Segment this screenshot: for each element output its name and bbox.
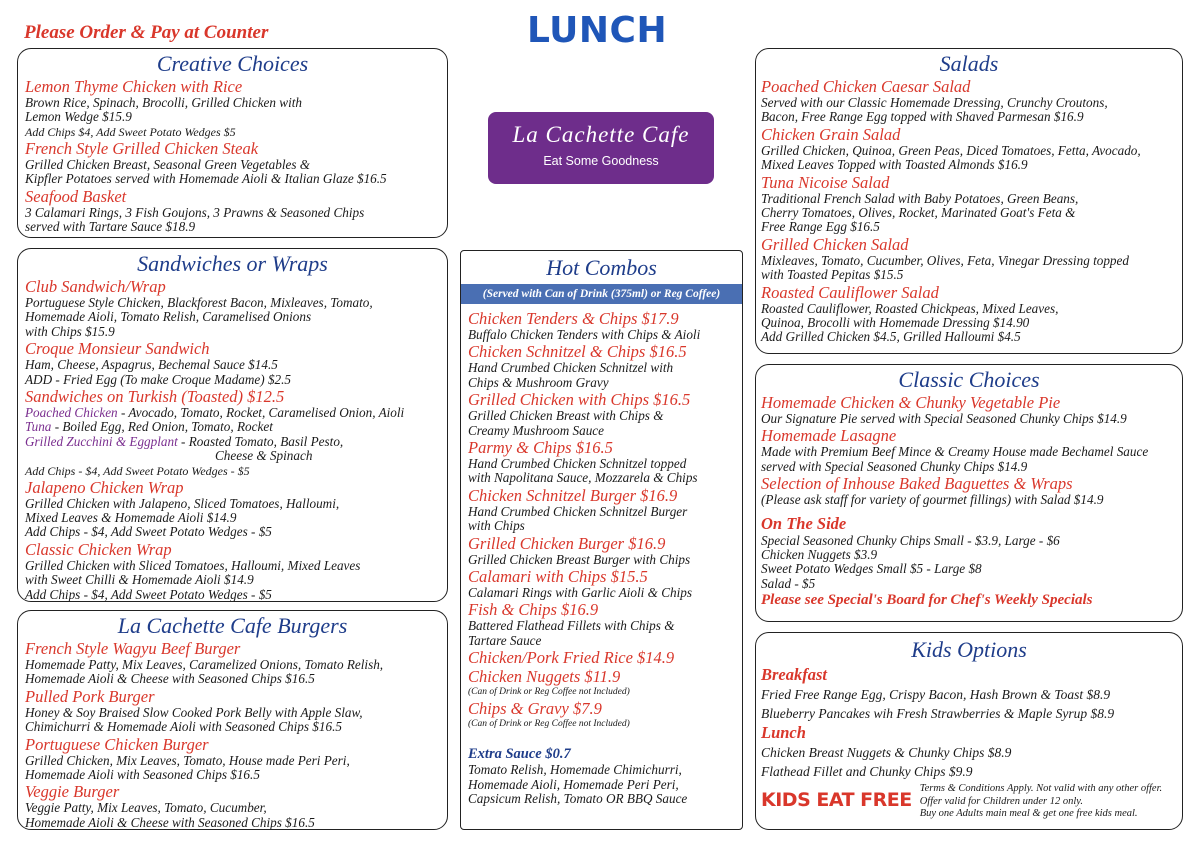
item-name: Homemade Lasagne [761,426,897,446]
item-desc: 3 Calamari Rings, 3 Fish Goujons, 3 Prawns & Seasoned Chips served with Tartare Sauce $18.9 [25,204,365,235]
menu-item [468,535,735,567]
item-desc: Grilled Chicken with Jalapeno, Sliced Tomatoes, Halloumi, Mixed Leaves & Homemade Aioli $14.9 Add Chips - $4, Add Sweet Potato Wedges - $5 [25,495,340,540]
cafe-logo [488,112,714,184]
item-desc: Hand Crumbed Chicken Schnitzel with Chips & Mushroom Gravy [468,360,674,390]
kids-options-panel [755,632,1183,830]
item-name: Roasted Cauliflower Salad [761,282,939,302]
item-name: Grilled Chicken Burger $16.9 [468,533,666,553]
item-name: Chips & Gravy $7.9 [468,699,602,719]
menu-item [25,340,440,387]
menu-item [468,343,735,390]
kids-terms [920,783,1162,821]
order-note: Please Order & Pay at Counter [24,22,269,43]
classic-choices-panel [755,364,1183,622]
item-name: Sandwiches on Turkish (Toasted) $12.5 [25,387,285,407]
item-desc: Buffalo Chicken Tenders with Chips & Aioli [468,327,701,342]
menu-item [25,78,440,139]
menu-item [761,284,1175,345]
panel-title: Sandwiches or Wraps [137,251,328,276]
kids-item: Blueberry Pancakes wih Fresh Strawberries & Maple Syrup $8.9 [761,706,1115,721]
panel-title: La Cachette Cafe Burgers [117,613,348,638]
extra-sauce-title: Extra Sauce $0.7 [468,746,571,763]
item-desc: Traditional French Salad with Baby Potatoes, Green Beans, Cherry Tomatoes, Olives, Rocket, Marinated Goat's Feta & Free Range Egg $16.5 [761,190,1079,235]
item-desc: Grilled Chicken Breast Burger with Chips [468,551,691,567]
item-desc: Grilled Chicken with Sliced Tomatoes, Halloumi, Mixed Leaves with Sweet Chilli & Homemade Aioli $14.9 Add Chips - $4, Add Sweet Potato Wedges - $5 [25,557,361,602]
item-name: Veggie Burger [25,782,120,802]
menu-item [761,174,1175,235]
option-desc: - Boiled Egg, Red Onion, Tomato, Rocket [51,419,273,435]
sandwiches-panel [17,248,448,602]
option-label: Tuna [25,419,52,435]
item-name: French Style Wagyu Beef Burger [25,639,241,658]
menu-item [25,736,440,783]
menu-item [468,391,735,438]
menu-item [761,78,1175,125]
item-desc: Hand Crumbed Chicken Schnitzel topped with Napolitana Sauce, Mozzarela & Chips [468,456,698,486]
turkish-option [25,435,440,449]
item-name: Chicken Schnitzel & Chips $16.5 [468,342,687,362]
menu-item [468,439,735,486]
kids-eat-free-row [761,783,1175,821]
menu-item [25,140,440,187]
menu-item [761,236,1175,283]
item-desc: Grilled Chicken Breast, Seasonal Green Vegetables & Kipfler Potatoes served with Homemade Aioli & Italian Glaze $16.5 [25,156,387,187]
side-title: On The Side [761,513,847,533]
menu-item [761,475,1175,507]
item-name: French Style Grilled Chicken Steak [25,138,259,158]
turkish-option [25,406,440,420]
item-desc: Roasted Cauliflower, Roasted Chickpeas, Mixed Leaves, Quinoa, Brocolli with Homemade Dressing $14.90 Add Grilled Chicken $4.5, Grilled Halloumi $4.5 [761,300,1059,345]
menu-item [25,688,440,735]
panel-title: Creative Choices [156,51,309,76]
extra-sauce-desc: Tomato Relish, Homemade Chimichurri, Homemade Aioli, Homemade Peri Peri, Capsicum Relish, Tomato OR BBQ Sauce [468,762,688,807]
item-name: Chicken Schnitzel Burger $16.9 [468,485,678,505]
item-name: Club Sandwich/Wrap [25,277,166,296]
item-name: Seafood Basket [25,186,127,206]
page-title: LUNCH [527,10,668,51]
kids-item: Fried Free Range Egg, Crispy Bacon, Hash Brown & Toast $8.9 [761,687,1111,702]
item-note: (Can of Drink or Reg Coffee not Included) [468,687,630,698]
item-extra: Add Chips - $4, Add Sweet Potato Wedges - $5 [25,463,250,478]
menu-item [468,601,735,648]
option-desc-cont: Cheese & Spinach [215,448,313,464]
logo-tagline: Eat Some Goodness [543,154,659,168]
item-name: Chicken Grain Salad [761,124,901,144]
item-name: Croque Monsieur Sandwich [25,339,210,359]
panel-title: Classic Choices [898,367,1040,392]
kids-lunch-title: Lunch [761,723,806,742]
kids-item: Chicken Breast Nuggets & Chunky Chips $8.9 [761,745,1012,760]
option-label: Grilled Zucchini & Eggplant [25,433,178,449]
item-desc: Homemade Patty, Mix Leaves, Caramelized Onions, Tomato Relish, Homemade Aioli & Cheese with Seasoned Chips $16.5 [25,657,384,687]
item-name: Pulled Pork Burger [25,686,155,706]
option-desc: - Avocado, Tomato, Rocket, Caramelised Onion, Aioli [117,405,405,421]
item-name: Calamari with Chips $15.5 [468,567,648,587]
menu-item [761,427,1175,474]
logo-name: La Cachette Cafe [512,122,690,147]
item-desc: Made with Premium Beef Mince & Creamy House made Bechamel Sauce served with Special Seasoned Chunky Chips $14.9 [761,444,1149,474]
item-name: Poached Chicken Caesar Salad [761,77,971,96]
item-desc: Grilled Chicken, Quinoa, Green Peas, Diced Tomatoes, Fetta, Avocado, Mixed Leaves Topped with Toasted Almonds $16.9 [761,142,1141,173]
turkish-option [25,420,440,434]
item-name: Jalapeno Chicken Wrap [25,477,184,497]
menu-item [468,487,735,534]
item-name: Grilled Chicken Salad [761,234,909,254]
item-desc: Calamari Rings with Garlic Aioli & Chips [468,585,692,601]
side-desc: Special Seasoned Chunky Chips Small - $3.9, Large - $6 Chicken Nuggets $3.9 Sweet Potato Wedges Small $5 - Large $8 Salad - $5 [761,532,1060,591]
item-name: Lemon Thyme Chicken with Rice [25,77,243,96]
menu-item [25,640,440,687]
salads-panel [755,48,1183,354]
terms-line: Terms & Conditions Apply. Not valid with any other offer. [919,783,1163,794]
item-desc: Our Signature Pie served with Special Seasoned Chunky Chips $14.9 [761,411,1127,426]
item-desc: Grilled Chicken Breast with Chips & Creamy Mushroom Sauce [468,408,664,438]
hot-combos-panel [460,250,743,830]
item-name: Fish & Chips $16.9 [468,600,599,620]
item-desc: Veggie Patty, Mix Leaves, Tomato, Cucumber, Homemade Aioli & Cheese with Seasoned Chips $16.5 [25,800,315,830]
menu-item [25,278,440,339]
item-desc: Honey & Soy Braised Slow Cooked Pork Belly with Apple Slaw, Chimichurri & Homemade Aioli with Seasoned Chips $16.5 [25,704,363,735]
kids-eat-free: KIDS EAT FREE [761,789,912,811]
terms-line: Buy one Adults main meal & get one free kids meal. [919,808,1138,819]
option-label: Poached Chicken [25,405,118,421]
kids-breakfast-title: Breakfast [761,665,827,684]
item-name: Grilled Chicken with Chips $16.5 [468,390,691,410]
item-name: Homemade Chicken & Chunky Vegetable Pie [761,393,1061,412]
creative-choices-panel [17,48,448,238]
menu-item [25,188,440,235]
item-name: Chicken Tenders & Chips $17.9 [468,309,679,328]
item-desc: Ham, Cheese, Aspagrus, Bechemal Sauce $14.5 ADD - Fried Egg (To make Croque Madame) $2.5 [25,357,292,387]
menu-item [25,479,440,540]
panel-title: Kids Options [911,637,1027,662]
item-name: Chicken Nuggets $11.9 [468,667,621,687]
panel-title: Salads [939,51,999,76]
item-desc: (Please ask staff for variety of gourmet fillings) with Salad $14.9 [761,492,1104,508]
menu-item [25,388,440,478]
item-name: Selection of Inhouse Baked Baguettes & Wraps [761,474,1073,494]
specials-note: Please see Special's Board for Chef's Weekly Specials [761,592,1093,609]
item-name: Tuna Nicoise Salad [761,172,890,192]
item-name: Classic Chicken Wrap [25,539,172,559]
menu-item [761,126,1175,173]
item-desc: Served with our Classic Homemade Dressing, Crunchy Croutons, Bacon, Free Range Egg topped with Shaved Parmesan $16.9 [761,95,1108,125]
item-note: (Can of Drink or Reg Coffee not Included) [468,719,630,730]
item-extra: Add Chips $4, Add Sweet Potato Wedges $5 [25,124,236,139]
panel-title: Hot Combos [546,255,657,280]
menu-item [25,541,440,602]
menu-item [761,394,1175,426]
item-name: Portuguese Chicken Burger [25,734,209,754]
item-name: Chicken/Pork Fried Rice $14.9 [468,648,675,668]
item-desc: Mixleaves, Tomato, Cucumber, Olives, Feta, Vinegar Dressing topped with Toasted Pepitas $15.5 [761,252,1129,283]
kids-item: Flathead Fillet and Chunky Chips $9.9 [761,764,973,779]
burgers-panel [17,610,448,830]
item-desc: Hand Crumbed Chicken Schnitzel Burger with Chips [468,503,688,534]
item-desc: Battered Flathead Fillets with Chips & Tartare Sauce [468,618,675,648]
item-desc: Brown Rice, Spinach, Brocolli, Grilled Chicken with Lemon Wedge $15.9 [25,95,303,125]
terms-line: Offer valid for Children under 12 only. [919,795,1083,807]
menu-item [468,310,735,342]
menu-item [468,568,735,600]
item-desc: Grilled Chicken, Mix Leaves, Tomato, House made Peri Peri, Homemade Aioli with Seasoned Chips $16.5 [25,752,350,783]
option-desc: - Roasted Tomato, Basil Pesto, [177,433,344,449]
item-desc: Portuguese Style Chicken, Blackforest Bacon, Mixleaves, Tomato, Homemade Aioli, Tomato Relish, Caramelised Onions with Chips $15.9 [25,295,373,339]
menu-item [25,783,440,830]
item-name: Parmy & Chips $16.5 [468,438,613,458]
combo-banner: (Served with Can of Drink (375ml) or Reg Coffee) [461,284,742,304]
